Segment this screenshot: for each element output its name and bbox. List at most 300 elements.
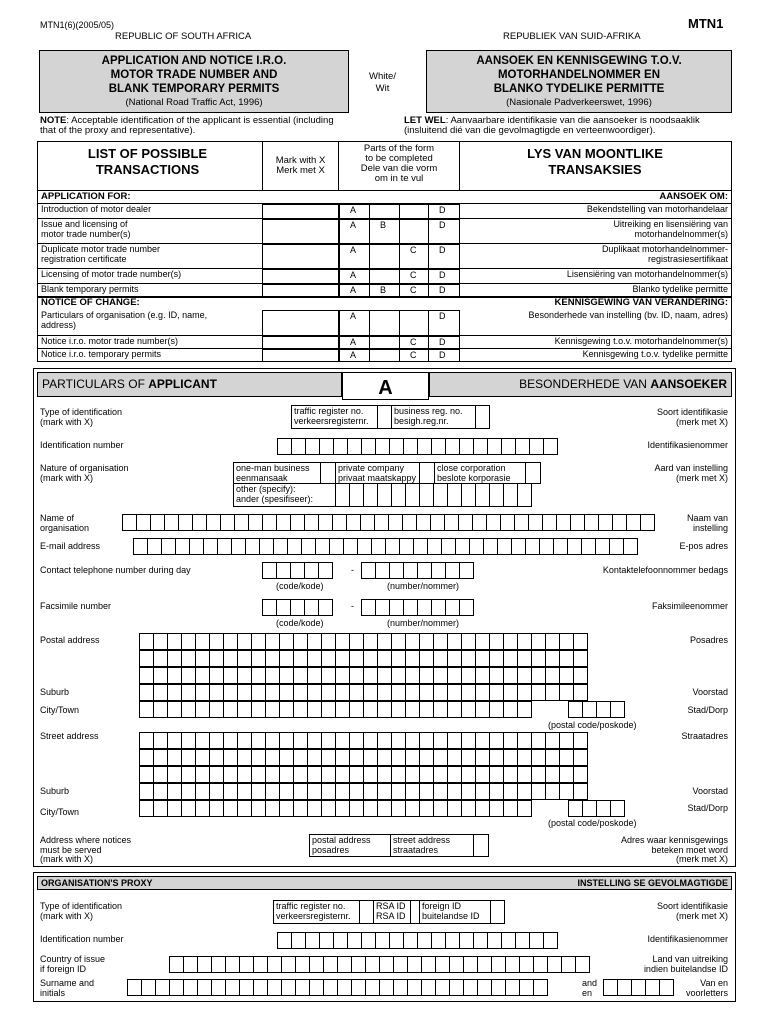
char-cell[interactable] xyxy=(419,483,434,507)
char-cell[interactable] xyxy=(610,701,625,718)
char-cell[interactable] xyxy=(403,562,418,579)
char-cell[interactable] xyxy=(307,684,322,701)
option-private-company[interactable] xyxy=(335,462,420,484)
char-cell[interactable] xyxy=(321,650,336,667)
char-cell[interactable] xyxy=(421,979,436,996)
char-cell[interactable] xyxy=(545,667,560,684)
char-cell[interactable] xyxy=(473,932,488,949)
char-cell[interactable] xyxy=(321,684,336,701)
char-cell[interactable] xyxy=(248,514,263,531)
char-cell[interactable] xyxy=(417,932,432,949)
char-cell[interactable] xyxy=(349,483,364,507)
transaction-mark-box[interactable] xyxy=(262,349,339,362)
char-cell[interactable] xyxy=(431,932,446,949)
char-cell[interactable] xyxy=(417,438,432,455)
char-cell[interactable] xyxy=(489,766,504,783)
char-cell[interactable] xyxy=(206,514,221,531)
char-cell[interactable] xyxy=(377,783,392,800)
char-cell[interactable] xyxy=(231,538,246,555)
char-cell[interactable] xyxy=(419,650,434,667)
char-cell[interactable] xyxy=(318,514,333,531)
char-cell[interactable] xyxy=(433,732,448,749)
proxy-surname-input[interactable] xyxy=(127,979,547,996)
char-cell[interactable] xyxy=(419,667,434,684)
char-cell[interactable] xyxy=(265,783,280,800)
char-cell[interactable] xyxy=(491,979,506,996)
street-city-input[interactable] xyxy=(139,800,531,817)
char-cell[interactable] xyxy=(349,667,364,684)
char-cell[interactable] xyxy=(209,667,224,684)
char-cell[interactable] xyxy=(389,562,404,579)
fax-number-input[interactable] xyxy=(361,599,473,616)
char-cell[interactable] xyxy=(391,667,406,684)
char-cell[interactable] xyxy=(153,800,168,817)
char-cell[interactable] xyxy=(391,766,406,783)
char-cell[interactable] xyxy=(391,732,406,749)
char-cell[interactable] xyxy=(379,956,394,973)
option-business-reg[interactable] xyxy=(391,405,476,429)
char-cell[interactable] xyxy=(445,562,460,579)
char-cell[interactable] xyxy=(276,514,291,531)
char-cell[interactable] xyxy=(349,701,364,718)
char-cell[interactable] xyxy=(403,438,418,455)
char-cell[interactable] xyxy=(237,633,252,650)
char-cell[interactable] xyxy=(391,483,406,507)
char-cell[interactable] xyxy=(346,514,361,531)
char-cell[interactable] xyxy=(612,514,627,531)
phone-number-input[interactable] xyxy=(361,562,473,579)
char-cell[interactable] xyxy=(349,732,364,749)
postal-address-line-1[interactable] xyxy=(139,633,587,650)
char-cell[interactable] xyxy=(447,701,462,718)
char-cell[interactable] xyxy=(251,766,266,783)
char-cell[interactable] xyxy=(503,483,518,507)
char-cell[interactable] xyxy=(393,956,408,973)
char-cell[interactable] xyxy=(251,701,266,718)
char-cell[interactable] xyxy=(153,766,168,783)
char-cell[interactable] xyxy=(301,538,316,555)
char-cell[interactable] xyxy=(225,956,240,973)
char-cell[interactable] xyxy=(279,766,294,783)
char-cell[interactable] xyxy=(167,749,182,766)
char-cell[interactable] xyxy=(349,650,364,667)
char-cell[interactable] xyxy=(333,932,348,949)
char-cell[interactable] xyxy=(321,633,336,650)
transaction-mark-box[interactable] xyxy=(262,269,339,284)
char-cell[interactable] xyxy=(262,599,277,616)
char-cell[interactable] xyxy=(307,766,322,783)
char-cell[interactable] xyxy=(389,599,404,616)
char-cell[interactable] xyxy=(290,562,305,579)
proxy-checkbox-traffic[interactable] xyxy=(359,900,374,924)
char-cell[interactable] xyxy=(435,956,450,973)
char-cell[interactable] xyxy=(433,800,448,817)
char-cell[interactable] xyxy=(531,650,546,667)
char-cell[interactable] xyxy=(279,667,294,684)
char-cell[interactable] xyxy=(335,766,350,783)
char-cell[interactable] xyxy=(239,979,254,996)
char-cell[interactable] xyxy=(335,732,350,749)
char-cell[interactable] xyxy=(573,633,588,650)
char-cell[interactable] xyxy=(441,538,456,555)
char-cell[interactable] xyxy=(449,979,464,996)
char-cell[interactable] xyxy=(259,538,274,555)
char-cell[interactable] xyxy=(169,956,184,973)
char-cell[interactable] xyxy=(433,701,448,718)
transaction-mark-box[interactable] xyxy=(262,204,339,219)
char-cell[interactable] xyxy=(483,538,498,555)
char-cell[interactable] xyxy=(181,783,196,800)
char-cell[interactable] xyxy=(419,701,434,718)
char-cell[interactable] xyxy=(573,732,588,749)
char-cell[interactable] xyxy=(631,979,646,996)
char-cell[interactable] xyxy=(582,800,597,817)
char-cell[interactable] xyxy=(133,538,148,555)
char-cell[interactable] xyxy=(319,438,334,455)
char-cell[interactable] xyxy=(265,749,280,766)
char-cell[interactable] xyxy=(573,684,588,701)
char-cell[interactable] xyxy=(293,701,308,718)
char-cell[interactable] xyxy=(433,783,448,800)
char-cell[interactable] xyxy=(503,800,518,817)
char-cell[interactable] xyxy=(181,732,196,749)
char-cell[interactable] xyxy=(195,800,210,817)
char-cell[interactable] xyxy=(487,438,502,455)
char-cell[interactable] xyxy=(543,438,558,455)
char-cell[interactable] xyxy=(573,650,588,667)
char-cell[interactable] xyxy=(487,932,502,949)
char-cell[interactable] xyxy=(377,667,392,684)
char-cell[interactable] xyxy=(475,650,490,667)
char-cell[interactable] xyxy=(517,684,532,701)
char-cell[interactable] xyxy=(139,749,154,766)
char-cell[interactable] xyxy=(363,783,378,800)
char-cell[interactable] xyxy=(413,538,428,555)
char-cell[interactable] xyxy=(223,783,238,800)
char-cell[interactable] xyxy=(293,650,308,667)
char-cell[interactable] xyxy=(164,514,179,531)
char-cell[interactable] xyxy=(363,483,378,507)
char-cell[interactable] xyxy=(279,650,294,667)
char-cell[interactable] xyxy=(318,562,333,579)
char-cell[interactable] xyxy=(167,667,182,684)
char-cell[interactable] xyxy=(517,650,532,667)
char-cell[interactable] xyxy=(293,732,308,749)
char-cell[interactable] xyxy=(237,749,252,766)
char-cell[interactable] xyxy=(517,783,532,800)
char-cell[interactable] xyxy=(291,438,306,455)
char-cell[interactable] xyxy=(421,956,436,973)
char-cell[interactable] xyxy=(357,538,372,555)
char-cell[interactable] xyxy=(337,979,352,996)
char-cell[interactable] xyxy=(361,438,376,455)
char-cell[interactable] xyxy=(545,766,560,783)
char-cell[interactable] xyxy=(335,749,350,766)
char-cell[interactable] xyxy=(375,562,390,579)
char-cell[interactable] xyxy=(349,684,364,701)
char-cell[interactable] xyxy=(533,956,548,973)
char-cell[interactable] xyxy=(419,684,434,701)
char-cell[interactable] xyxy=(405,800,420,817)
char-cell[interactable] xyxy=(374,514,389,531)
char-cell[interactable] xyxy=(147,538,162,555)
char-cell[interactable] xyxy=(568,701,583,718)
char-cell[interactable] xyxy=(321,749,336,766)
char-cell[interactable] xyxy=(517,732,532,749)
char-cell[interactable] xyxy=(531,732,546,749)
option-other[interactable] xyxy=(233,483,336,507)
char-cell[interactable] xyxy=(139,783,154,800)
char-cell[interactable] xyxy=(167,701,182,718)
char-cell[interactable] xyxy=(469,538,484,555)
char-cell[interactable] xyxy=(323,956,338,973)
char-cell[interactable] xyxy=(575,956,590,973)
char-cell[interactable] xyxy=(277,438,292,455)
char-cell[interactable] xyxy=(531,684,546,701)
char-cell[interactable] xyxy=(489,800,504,817)
char-cell[interactable] xyxy=(573,766,588,783)
char-cell[interactable] xyxy=(273,538,288,555)
char-cell[interactable] xyxy=(433,650,448,667)
char-cell[interactable] xyxy=(405,684,420,701)
char-cell[interactable] xyxy=(472,514,487,531)
char-cell[interactable] xyxy=(489,684,504,701)
char-cell[interactable] xyxy=(321,800,336,817)
char-cell[interactable] xyxy=(153,749,168,766)
char-cell[interactable] xyxy=(251,783,266,800)
char-cell[interactable] xyxy=(181,633,196,650)
char-cell[interactable] xyxy=(153,701,168,718)
char-cell[interactable] xyxy=(389,932,404,949)
street-address-line-1[interactable] xyxy=(139,732,587,749)
char-cell[interactable] xyxy=(447,783,462,800)
char-cell[interactable] xyxy=(167,650,182,667)
char-cell[interactable] xyxy=(545,783,560,800)
char-cell[interactable] xyxy=(377,483,392,507)
id-number-input[interactable] xyxy=(277,438,557,455)
char-cell[interactable] xyxy=(405,701,420,718)
char-cell[interactable] xyxy=(293,667,308,684)
char-cell[interactable] xyxy=(195,650,210,667)
char-cell[interactable] xyxy=(573,749,588,766)
char-cell[interactable] xyxy=(265,732,280,749)
checkbox-business-reg[interactable] xyxy=(475,405,490,429)
char-cell[interactable] xyxy=(251,749,266,766)
char-cell[interactable] xyxy=(503,701,518,718)
char-cell[interactable] xyxy=(489,633,504,650)
char-cell[interactable] xyxy=(640,514,655,531)
char-cell[interactable] xyxy=(473,438,488,455)
char-cell[interactable] xyxy=(515,438,530,455)
char-cell[interactable] xyxy=(525,538,540,555)
char-cell[interactable] xyxy=(209,766,224,783)
char-cell[interactable] xyxy=(305,932,320,949)
proxy-option-rsa-id[interactable] xyxy=(373,900,411,924)
char-cell[interactable] xyxy=(389,438,404,455)
char-cell[interactable] xyxy=(265,766,280,783)
char-cell[interactable] xyxy=(347,932,362,949)
char-cell[interactable] xyxy=(477,979,492,996)
char-cell[interactable] xyxy=(253,956,268,973)
char-cell[interactable] xyxy=(505,979,520,996)
char-cell[interactable] xyxy=(251,732,266,749)
char-cell[interactable] xyxy=(405,783,420,800)
char-cell[interactable] xyxy=(559,749,574,766)
char-cell[interactable] xyxy=(307,800,322,817)
char-cell[interactable] xyxy=(183,956,198,973)
char-cell[interactable] xyxy=(617,979,632,996)
proxy-option-foreign-id[interactable] xyxy=(419,900,491,924)
char-cell[interactable] xyxy=(279,732,294,749)
char-cell[interactable] xyxy=(447,684,462,701)
street-address-line-2[interactable] xyxy=(139,749,587,766)
char-cell[interactable] xyxy=(405,633,420,650)
char-cell[interactable] xyxy=(447,650,462,667)
char-cell[interactable] xyxy=(237,684,252,701)
char-cell[interactable] xyxy=(545,684,560,701)
char-cell[interactable] xyxy=(531,783,546,800)
char-cell[interactable] xyxy=(349,783,364,800)
char-cell[interactable] xyxy=(489,701,504,718)
char-cell[interactable] xyxy=(402,514,417,531)
char-cell[interactable] xyxy=(559,650,574,667)
char-cell[interactable] xyxy=(503,749,518,766)
char-cell[interactable] xyxy=(431,599,446,616)
postal-city-input[interactable] xyxy=(139,701,531,718)
char-cell[interactable] xyxy=(195,633,210,650)
char-cell[interactable] xyxy=(595,538,610,555)
option-traffic-register[interactable] xyxy=(291,405,378,429)
char-cell[interactable] xyxy=(433,633,448,650)
postal-address-line-2[interactable] xyxy=(139,650,587,667)
char-cell[interactable] xyxy=(610,800,625,817)
char-cell[interactable] xyxy=(360,514,375,531)
char-cell[interactable] xyxy=(545,650,560,667)
char-cell[interactable] xyxy=(505,956,520,973)
char-cell[interactable] xyxy=(167,732,182,749)
char-cell[interactable] xyxy=(503,633,518,650)
char-cell[interactable] xyxy=(531,749,546,766)
char-cell[interactable] xyxy=(581,538,596,555)
char-cell[interactable] xyxy=(461,800,476,817)
char-cell[interactable] xyxy=(335,650,350,667)
char-cell[interactable] xyxy=(529,932,544,949)
char-cell[interactable] xyxy=(427,538,442,555)
char-cell[interactable] xyxy=(463,979,478,996)
char-cell[interactable] xyxy=(433,766,448,783)
char-cell[interactable] xyxy=(461,483,476,507)
char-cell[interactable] xyxy=(517,749,532,766)
char-cell[interactable] xyxy=(533,979,548,996)
char-cell[interactable] xyxy=(287,538,302,555)
char-cell[interactable] xyxy=(290,514,305,531)
char-cell[interactable] xyxy=(461,667,476,684)
char-cell[interactable] xyxy=(136,514,151,531)
char-cell[interactable] xyxy=(596,701,611,718)
char-cell[interactable] xyxy=(417,562,432,579)
char-cell[interactable] xyxy=(623,538,638,555)
char-cell[interactable] xyxy=(431,562,446,579)
char-cell[interactable] xyxy=(545,633,560,650)
char-cell[interactable] xyxy=(195,766,210,783)
char-cell[interactable] xyxy=(141,979,156,996)
char-cell[interactable] xyxy=(279,633,294,650)
char-cell[interactable] xyxy=(363,667,378,684)
char-cell[interactable] xyxy=(645,979,660,996)
char-cell[interactable] xyxy=(343,538,358,555)
checkbox-close-corporation[interactable] xyxy=(525,462,541,484)
char-cell[interactable] xyxy=(570,514,585,531)
char-cell[interactable] xyxy=(153,783,168,800)
char-cell[interactable] xyxy=(517,483,532,507)
char-cell[interactable] xyxy=(459,599,474,616)
char-cell[interactable] xyxy=(407,979,422,996)
char-cell[interactable] xyxy=(459,562,474,579)
char-cell[interactable] xyxy=(279,749,294,766)
char-cell[interactable] xyxy=(435,979,450,996)
char-cell[interactable] xyxy=(582,701,597,718)
char-cell[interactable] xyxy=(267,979,282,996)
char-cell[interactable] xyxy=(529,438,544,455)
char-cell[interactable] xyxy=(304,562,319,579)
char-cell[interactable] xyxy=(290,599,305,616)
char-cell[interactable] xyxy=(122,514,137,531)
char-cell[interactable] xyxy=(139,732,154,749)
char-cell[interactable] xyxy=(501,932,516,949)
char-cell[interactable] xyxy=(543,932,558,949)
char-cell[interactable] xyxy=(419,749,434,766)
char-cell[interactable] xyxy=(388,514,403,531)
char-cell[interactable] xyxy=(463,956,478,973)
char-cell[interactable] xyxy=(251,667,266,684)
char-cell[interactable] xyxy=(239,956,254,973)
char-cell[interactable] xyxy=(433,667,448,684)
char-cell[interactable] xyxy=(139,667,154,684)
char-cell[interactable] xyxy=(209,701,224,718)
char-cell[interactable] xyxy=(515,932,530,949)
char-cell[interactable] xyxy=(449,956,464,973)
checkbox-private-company[interactable] xyxy=(419,462,435,484)
char-cell[interactable] xyxy=(223,800,238,817)
char-cell[interactable] xyxy=(315,538,330,555)
char-cell[interactable] xyxy=(178,514,193,531)
char-cell[interactable] xyxy=(361,932,376,949)
organisation-name-input[interactable] xyxy=(122,514,654,531)
char-cell[interactable] xyxy=(561,956,576,973)
char-cell[interactable] xyxy=(539,538,554,555)
option-close-corporation[interactable] xyxy=(434,462,526,484)
char-cell[interactable] xyxy=(405,749,420,766)
char-cell[interactable] xyxy=(545,749,560,766)
char-cell[interactable] xyxy=(281,956,296,973)
char-cell[interactable] xyxy=(405,650,420,667)
char-cell[interactable] xyxy=(377,633,392,650)
char-cell[interactable] xyxy=(559,633,574,650)
char-cell[interactable] xyxy=(153,732,168,749)
char-cell[interactable] xyxy=(391,800,406,817)
char-cell[interactable] xyxy=(181,766,196,783)
char-cell[interactable] xyxy=(150,514,165,531)
transaction-mark-box[interactable] xyxy=(262,244,339,269)
char-cell[interactable] xyxy=(237,667,252,684)
char-cell[interactable] xyxy=(195,732,210,749)
char-cell[interactable] xyxy=(461,732,476,749)
char-cell[interactable] xyxy=(517,667,532,684)
char-cell[interactable] xyxy=(209,732,224,749)
char-cell[interactable] xyxy=(503,766,518,783)
char-cell[interactable] xyxy=(489,667,504,684)
char-cell[interactable] xyxy=(489,732,504,749)
